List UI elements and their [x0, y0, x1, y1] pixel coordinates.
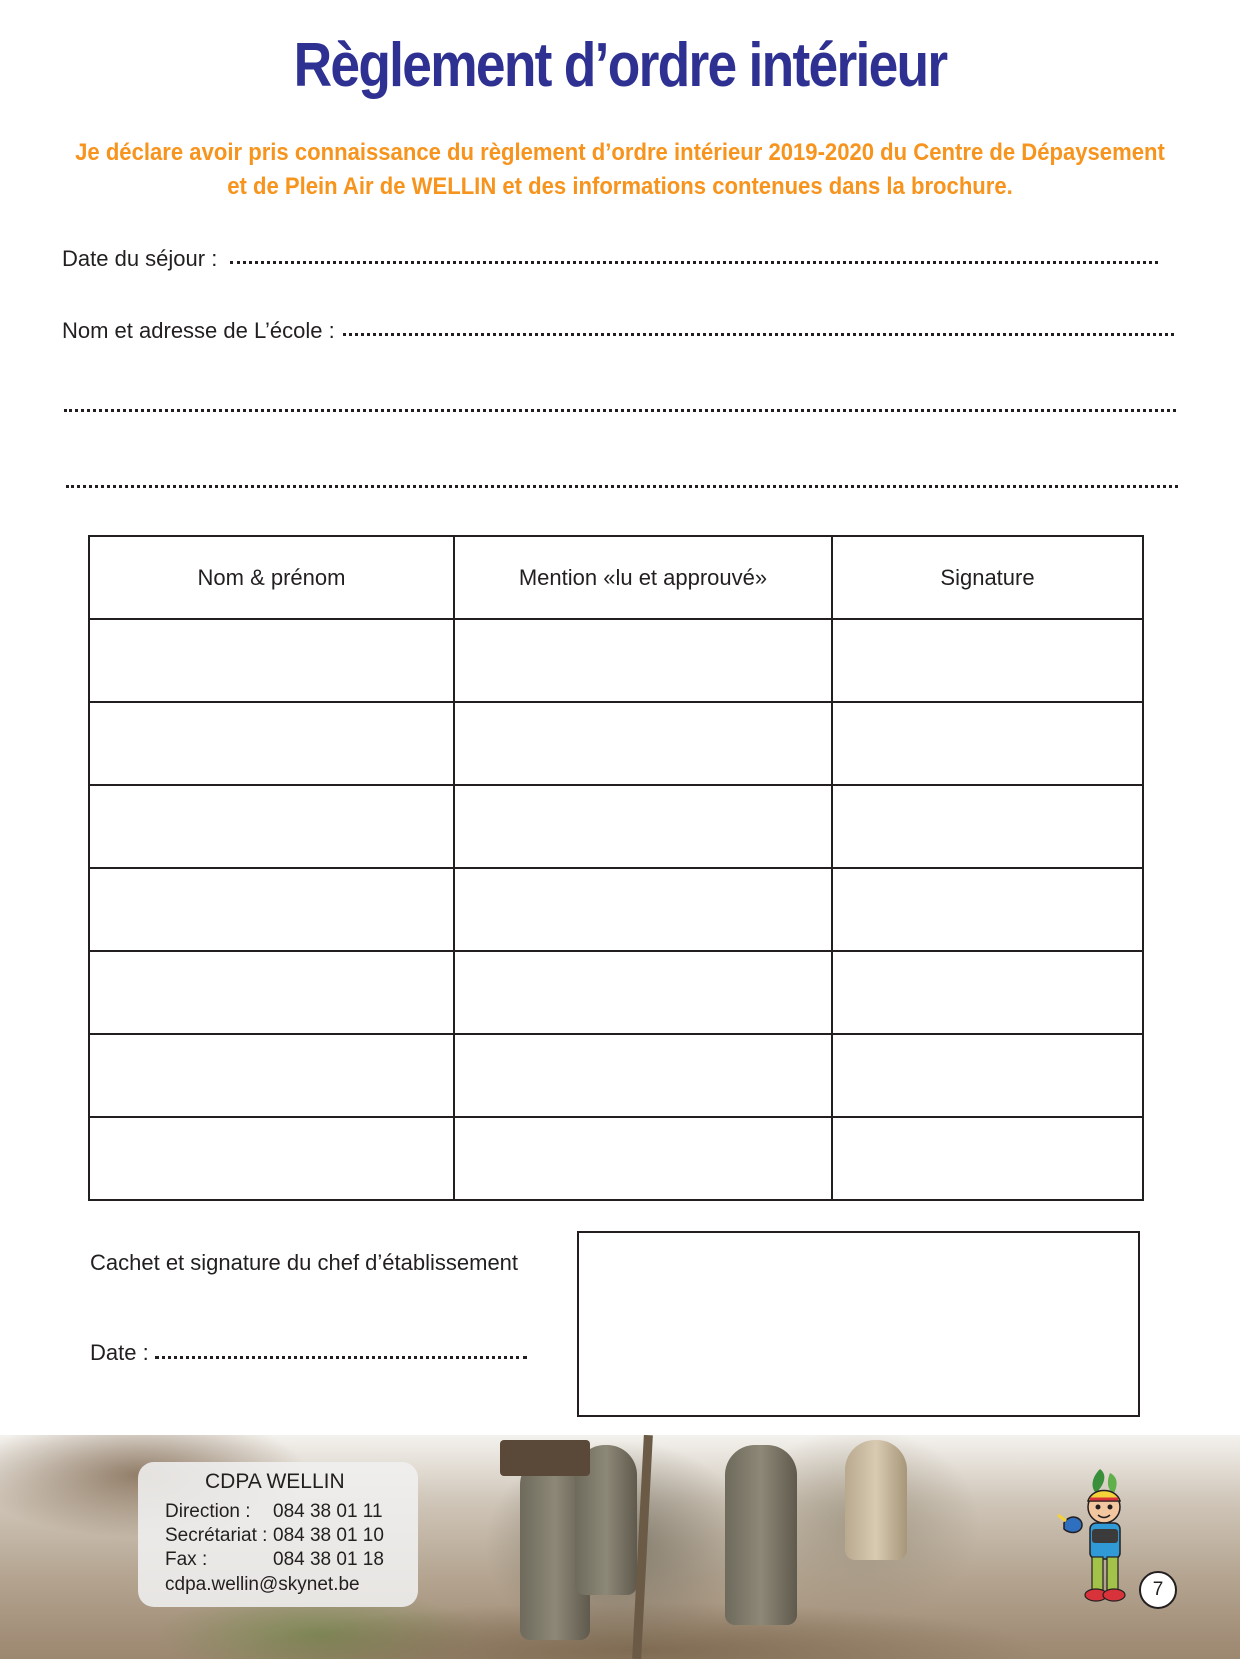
school-field-line-1[interactable]: [343, 333, 1174, 336]
name-cell[interactable]: [89, 1034, 454, 1117]
signature-cell[interactable]: [832, 702, 1143, 785]
signature-cell[interactable]: [832, 1117, 1143, 1200]
approval-cell[interactable]: [454, 785, 832, 868]
approval-cell[interactable]: [454, 702, 832, 785]
signature-cell[interactable]: [832, 951, 1143, 1034]
approval-cell[interactable]: [454, 868, 832, 951]
stamp-label: Cachet et signature du chef d’établissement: [90, 1250, 519, 1275]
mascot-icon: [1052, 1463, 1142, 1623]
table-header-row: [89, 536, 1143, 619]
table-row: [89, 702, 1143, 785]
stay-date-label: Date du séjour :: [62, 246, 218, 271]
school-field-line-2[interactable]: [64, 409, 1176, 412]
approval-cell[interactable]: [454, 1117, 832, 1200]
table-row: [89, 785, 1143, 868]
contact-email[interactable]: cdpa.wellin@skynet.be: [165, 1574, 360, 1595]
column-header-approval: Mention «lu et approuvé»: [454, 536, 832, 619]
stamp-date-field[interactable]: [155, 1356, 527, 1359]
org-name: CDPA WELLIN: [205, 1470, 345, 1493]
school-field-line-3[interactable]: [66, 485, 1178, 488]
page-title: Règlement d’ordre intérieur: [293, 31, 947, 100]
approval-cell[interactable]: [454, 619, 832, 702]
contact-box: [138, 1462, 418, 1607]
signature-cell[interactable]: [832, 1034, 1143, 1117]
signature-table: [88, 535, 1144, 1201]
signature-cell[interactable]: [832, 868, 1143, 951]
approval-cell[interactable]: [454, 1034, 832, 1117]
approval-cell[interactable]: [454, 951, 832, 1034]
name-cell[interactable]: [89, 951, 454, 1034]
intro-line-2: et de Plein Air de WELLIN et des informations contenues dans la brochure.: [227, 173, 1013, 200]
stamp-box[interactable]: [577, 1231, 1140, 1417]
page-number-badge: 7: [1139, 1571, 1177, 1609]
stay-date-field[interactable]: [230, 261, 1158, 264]
signature-cell[interactable]: [832, 619, 1143, 702]
footer-banner: [0, 1435, 1240, 1659]
table-row: [89, 951, 1143, 1034]
column-header-name: Nom & prénom: [89, 536, 454, 619]
school-label: Nom et adresse de L’école :: [62, 318, 335, 343]
signature-cell[interactable]: [832, 785, 1143, 868]
stamp-date-label: Date :: [90, 1340, 149, 1365]
table-row: [89, 619, 1143, 702]
fax-label: Fax :: [165, 1549, 208, 1570]
table-row: [89, 1034, 1143, 1117]
intro-line-1: Je déclare avoir pris connaissance du règlement d’ordre intérieur 2019-2020 du Centre de Dépaysement: [75, 139, 1165, 166]
column-header-signature: Signature: [832, 536, 1143, 619]
name-cell[interactable]: [89, 785, 454, 868]
secretariat-label: Secrétariat :: [165, 1525, 268, 1546]
direction-label: Direction :: [165, 1501, 251, 1522]
table-row: [89, 1117, 1143, 1200]
name-cell[interactable]: [89, 1117, 454, 1200]
name-cell[interactable]: [89, 702, 454, 785]
name-cell[interactable]: [89, 868, 454, 951]
table-row: [89, 868, 1143, 951]
direction-phone: 084 38 01 11: [273, 1501, 383, 1522]
name-cell[interactable]: [89, 619, 454, 702]
secretariat-phone: 084 38 01 10: [273, 1525, 384, 1546]
fax-phone: 084 38 01 18: [273, 1549, 384, 1570]
